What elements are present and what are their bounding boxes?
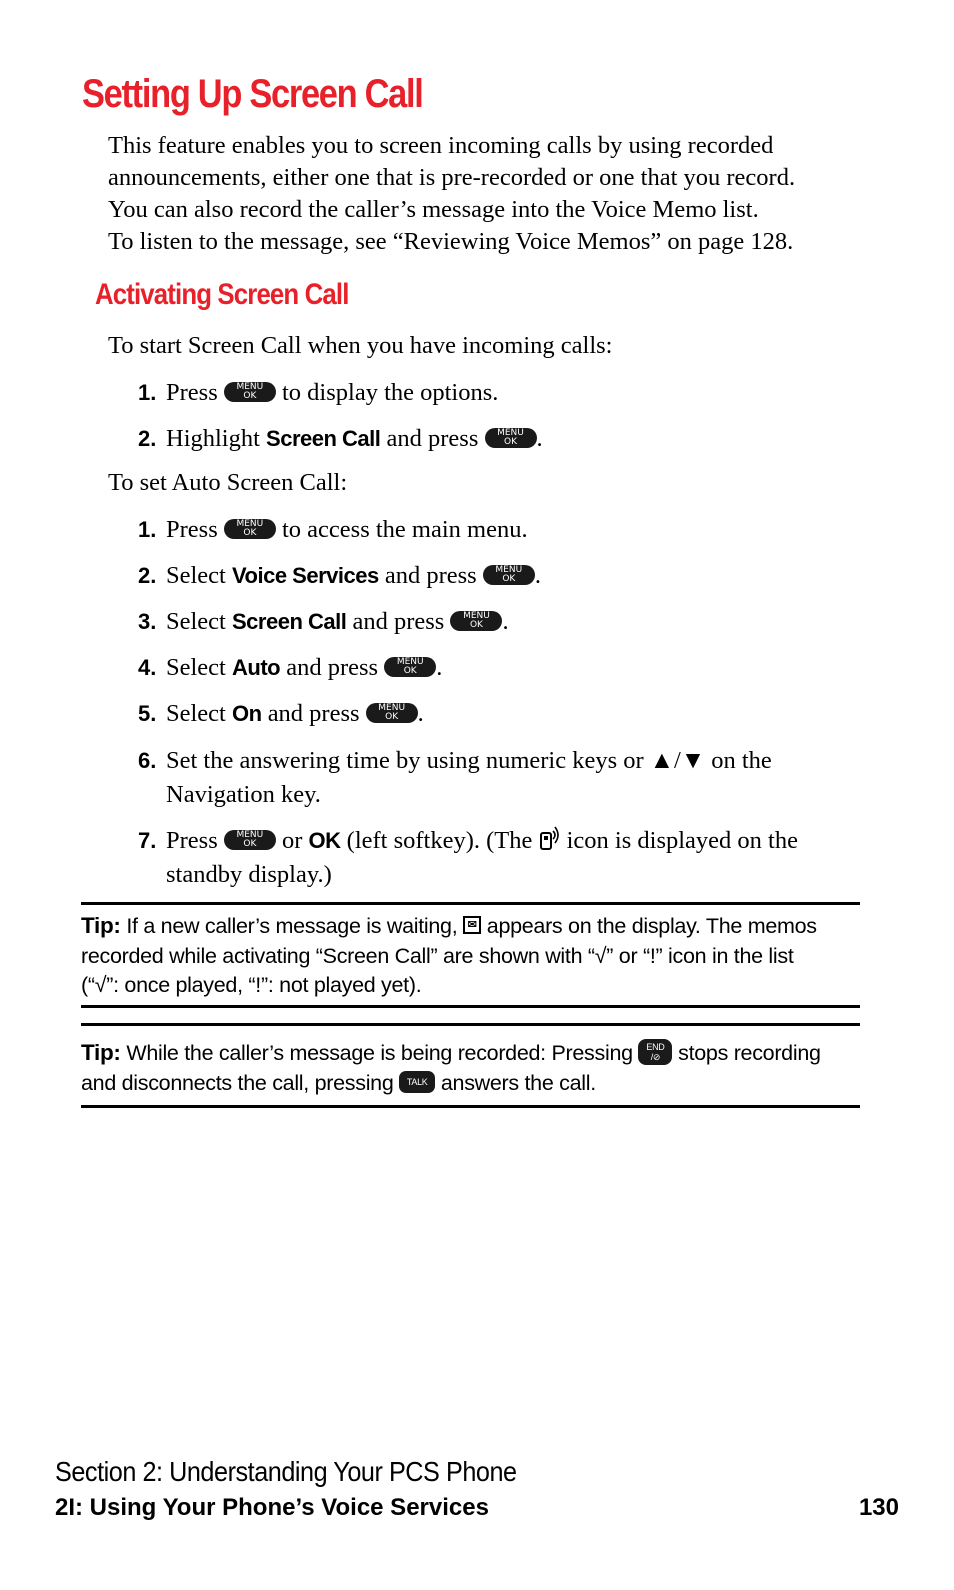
step-number: 6.: [138, 748, 157, 773]
step-text: Select: [166, 654, 226, 681]
step-text: to display the options.: [281, 379, 499, 406]
part2-step-4: [138, 651, 858, 685]
menu-ok-key-icon: [224, 382, 276, 402]
intro-paragraph: [108, 130, 888, 258]
step-text: and press: [386, 425, 479, 452]
key-label-bottom: OK: [385, 712, 399, 723]
key-label-bottom: /⊘: [650, 1052, 661, 1063]
page-number: 130: [858, 1494, 899, 1521]
tip-text: If a new caller’s message is waiting,: [126, 914, 458, 938]
part1-step-2: [138, 422, 858, 456]
part1-step-1: [138, 376, 858, 410]
tip-text: (“√”: once played, “!”: not played yet).: [81, 973, 422, 997]
section-heading: Activating Screen Call: [95, 278, 349, 311]
tip-text: While the caller’s message is being recorded: Pressing: [126, 1041, 633, 1065]
talk-key-icon: TALK: [399, 1071, 435, 1093]
footer-chapter-title: 2I: Using Your Phone’s Voice Services: [55, 1494, 489, 1521]
key-label-top: MENU: [236, 519, 264, 530]
key-label-top: MENU: [236, 830, 264, 841]
menu-ok-key-icon: [224, 519, 276, 539]
step-text: .: [534, 562, 541, 589]
key-label-top: MENU: [396, 657, 424, 668]
menu-keyword: Screen Call: [232, 609, 347, 634]
tip-label: Tip:: [81, 913, 121, 938]
key-label-top: MENU: [495, 565, 523, 576]
step-text: .: [436, 654, 443, 681]
page-title: Setting Up Screen Call: [82, 72, 423, 116]
key-label-bottom: OK: [243, 839, 257, 850]
step-number: 7.: [138, 828, 157, 853]
step-number: 3.: [138, 609, 157, 634]
step-number: 1.: [138, 380, 157, 405]
key-label-top: END: [646, 1042, 665, 1053]
step-text: standby display.): [166, 861, 332, 888]
tip-text: appears on the display. The memos: [486, 914, 817, 938]
part2-lead: To set Auto Screen Call:: [108, 469, 348, 496]
intro-line: This feature enables you to screen incoming calls by using recorded: [108, 132, 774, 159]
footer-section-title: Section 2: Understanding Your PCS Phone: [55, 1456, 517, 1487]
part2-step-3: [138, 605, 858, 639]
end-key-icon: [638, 1039, 672, 1065]
step-text: Press: [166, 379, 218, 406]
part2-step-7: [138, 824, 858, 892]
tip-text: stops recording: [678, 1041, 821, 1065]
step-text: .: [536, 425, 543, 452]
key-label-top: MENU: [378, 703, 406, 714]
part2-step-2: [138, 559, 858, 593]
step-text: Select: [166, 562, 226, 589]
step-number: 5.: [138, 701, 157, 726]
step-text: .: [502, 608, 509, 635]
step-text: icon is displayed on the: [566, 827, 798, 854]
step-text: (left softkey). (The: [346, 827, 533, 854]
step-text: Select: [166, 608, 226, 635]
step-number: 4.: [138, 655, 157, 680]
softkey-keyword: OK: [308, 828, 341, 853]
intro-line: You can also record the caller’s message into the Voice Memo list.: [108, 196, 759, 223]
tip-box-1: [81, 902, 860, 1008]
step-text: to access the main menu.: [281, 516, 528, 543]
step-text: and press: [352, 608, 445, 635]
key-label-bottom: OK: [403, 666, 417, 677]
tip-text: and disconnects the call, pressing: [81, 1070, 394, 1095]
step-text: Navigation key.: [166, 781, 321, 808]
step-text: Press: [166, 516, 218, 543]
tip-box-2: [81, 1023, 860, 1108]
menu-ok-key-icon: [485, 428, 537, 448]
step-number: 2.: [138, 426, 157, 451]
step-text: or: [281, 827, 303, 854]
menu-ok-key-icon: [366, 703, 418, 723]
part1-lead: To start Screen Call when you have incoming calls:: [108, 332, 613, 359]
menu-ok-key-icon: [224, 830, 276, 850]
key-label-bottom: OK: [504, 437, 517, 448]
menu-keyword: On: [232, 701, 262, 726]
message-waiting-icon: ✉: [463, 916, 481, 934]
step-text: and press: [267, 700, 360, 727]
menu-ok-key-icon: [483, 565, 535, 585]
step-text: and press: [286, 654, 379, 681]
intro-line: announcements, either one that is pre-recorded or one that you record.: [108, 164, 796, 191]
tip-label: Tip:: [81, 1040, 121, 1065]
key-label-bottom: OK: [243, 528, 257, 539]
step-text: Select: [166, 700, 226, 727]
tip-text: recorded while activating “Screen Call” are shown with “√” or “!” icon in the list: [81, 943, 794, 968]
intro-line: To listen to the message, see “Reviewing Voice Memos” on page 128.: [108, 228, 794, 255]
step-text: Highlight: [166, 425, 260, 452]
menu-ok-key-icon: [450, 611, 502, 631]
part2-step-6: [138, 744, 858, 812]
menu-keyword: Auto: [232, 655, 281, 680]
key-label-top: MENU: [463, 611, 490, 622]
menu-keyword: Voice Services: [232, 563, 379, 588]
voice-memo-icon: [539, 825, 561, 851]
key-label-top: MENU: [497, 428, 524, 439]
key-label-top: MENU: [236, 382, 264, 393]
menu-keyword: Screen Call: [266, 426, 381, 451]
step-number: 1.: [138, 517, 157, 542]
key-label-bottom: OK: [469, 620, 483, 631]
key-label-bottom: OK: [502, 574, 516, 585]
part2-step-1: [138, 513, 858, 547]
step-text: and press: [384, 562, 477, 589]
step-text: .: [417, 700, 424, 727]
key-label-bottom: OK: [243, 391, 257, 402]
step-text: Set the answering time by using numeric keys or ▲/▼ on the: [166, 747, 772, 774]
part2-step-5: [138, 697, 858, 731]
step-number: 2.: [138, 563, 157, 588]
menu-ok-key-icon: [384, 657, 436, 677]
tip-text: answers the call.: [440, 1070, 596, 1095]
step-text: Press: [166, 827, 218, 854]
